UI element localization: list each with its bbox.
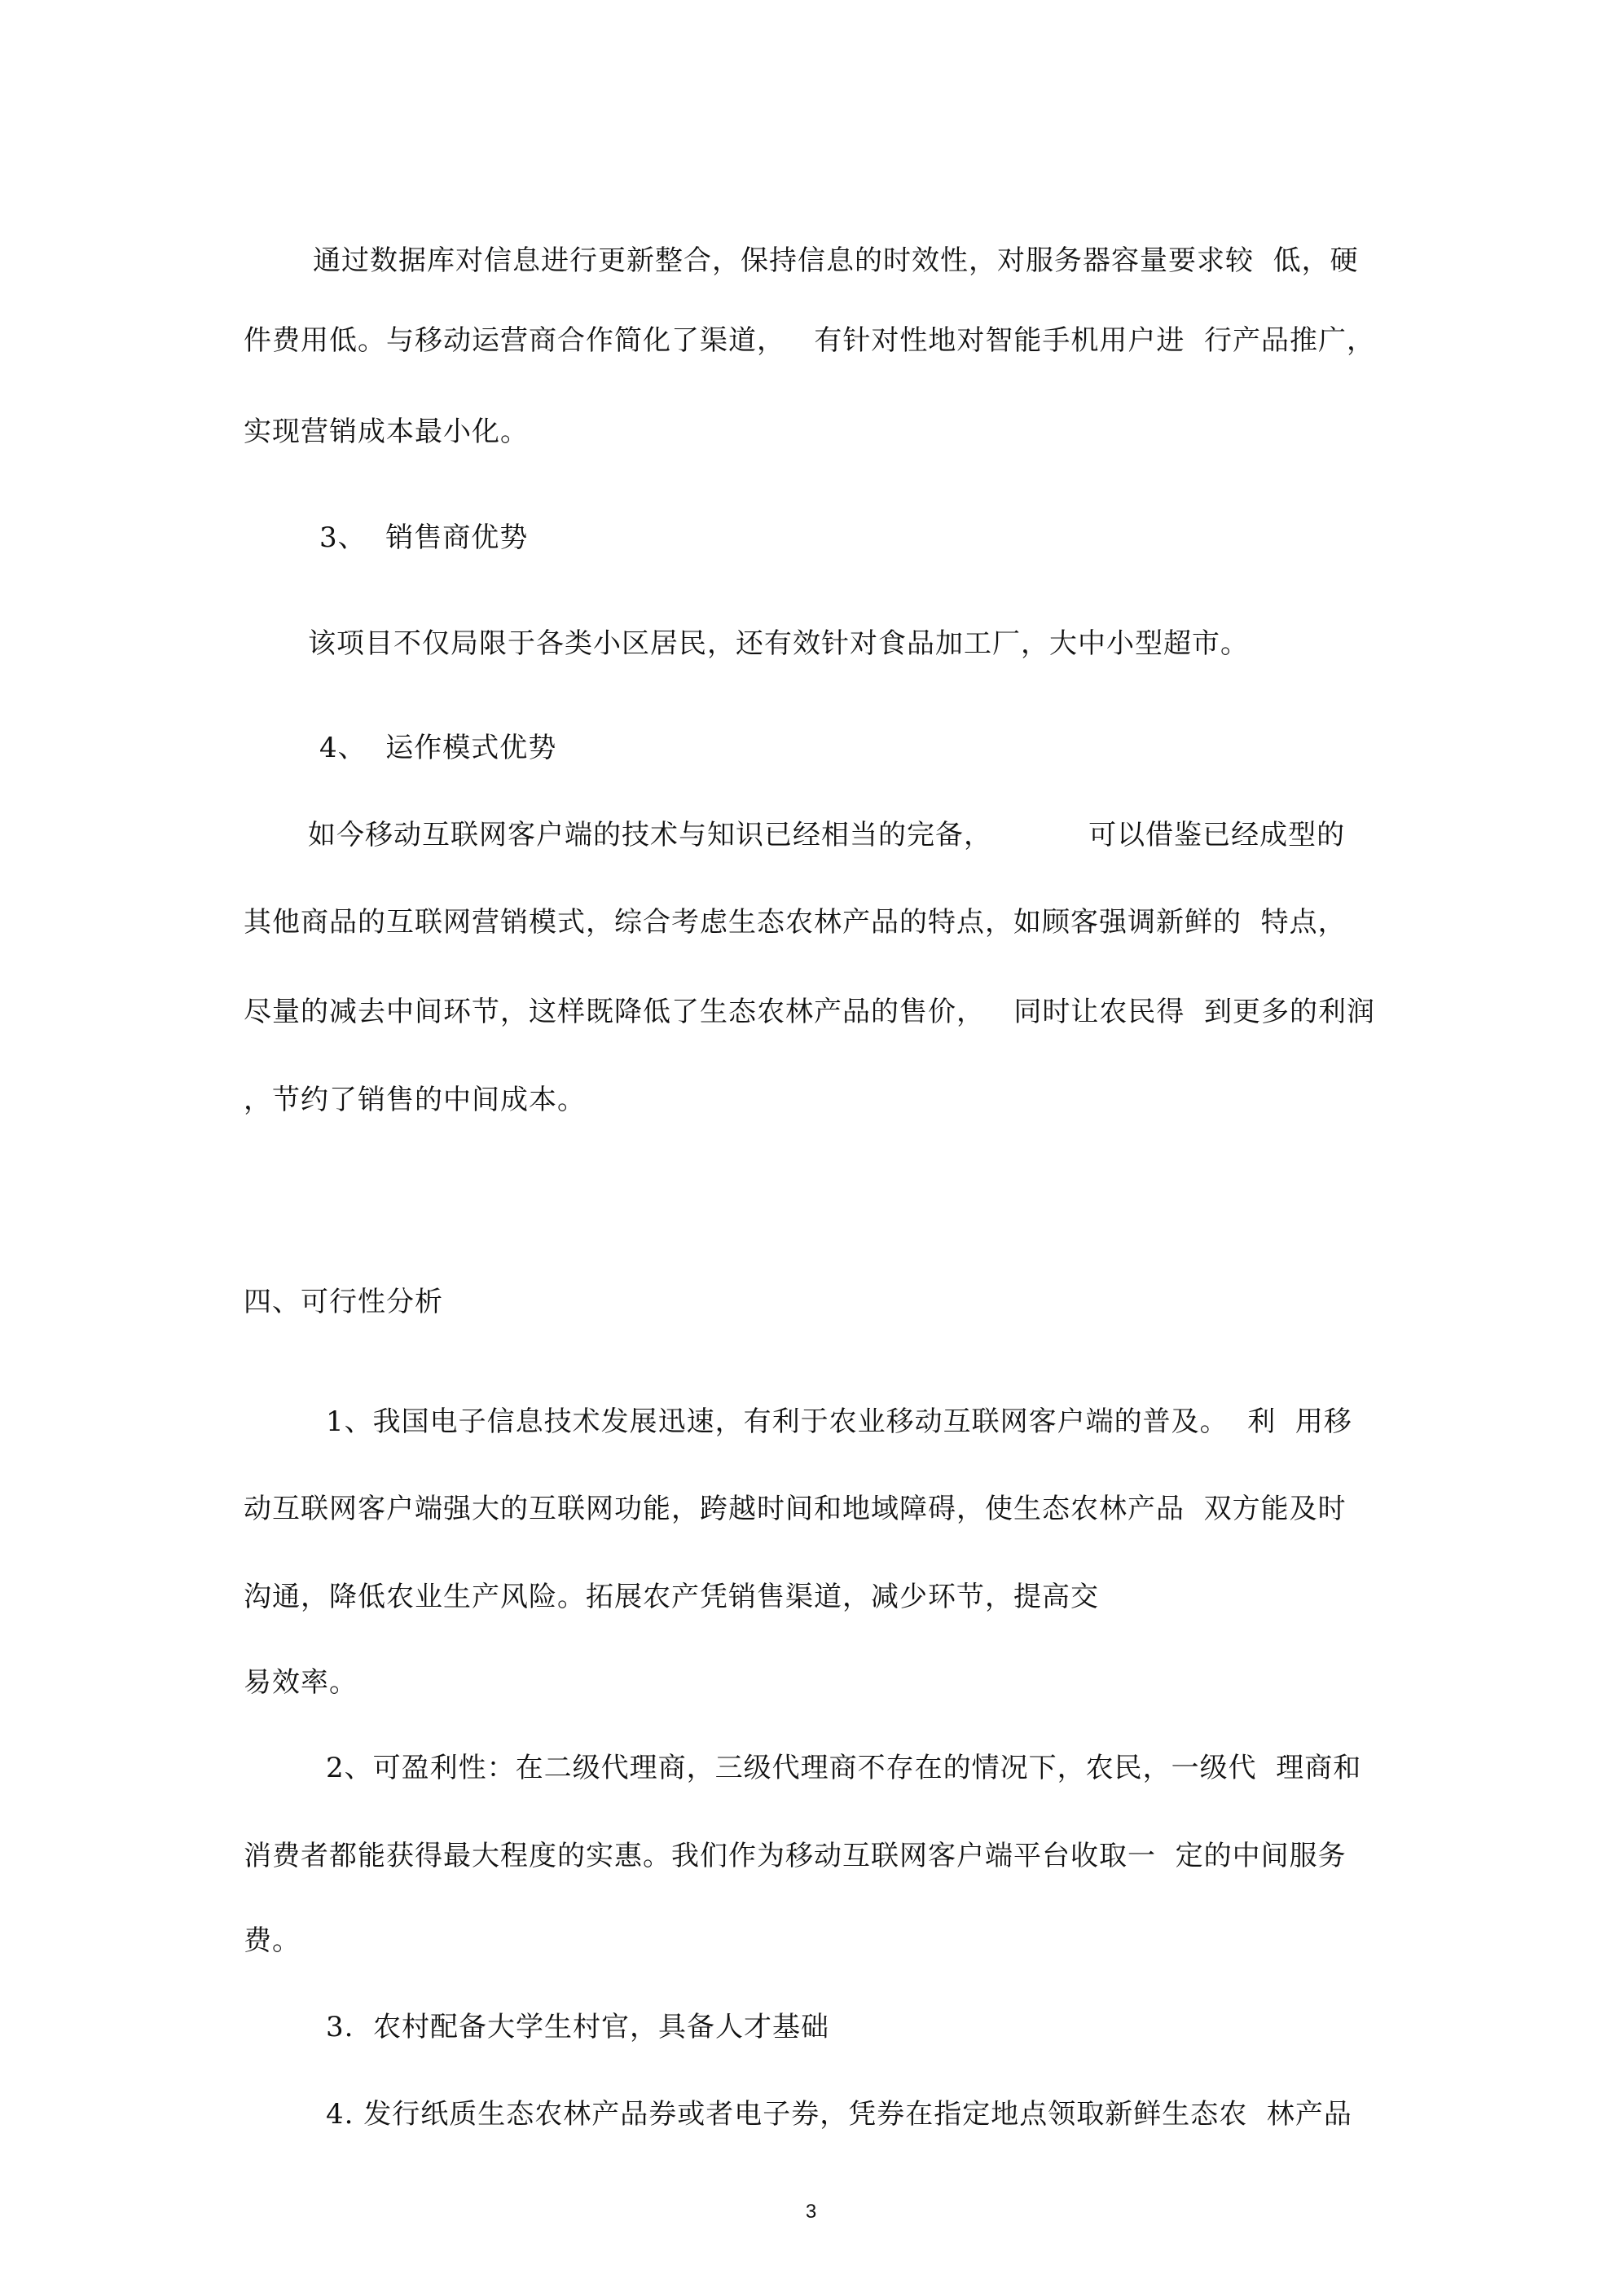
paragraph-line: 通过数据库对信息进行更新整合，保持信息的时效性，对服务器容量要求较 低，硬: [313, 244, 1359, 277]
paragraph-line: 沟通，降低农业生产风险。拓展农产凭销售渠道，减少环节，提高交: [244, 1581, 1099, 1613]
section-heading: 4、 运作模式优势: [319, 732, 557, 764]
section-heading: 3、 销售商优势: [319, 521, 529, 554]
paragraph-line: 费。: [244, 1924, 301, 1957]
paragraph-line: 消费者都能获得最大程度的实惠。我们作为移动互联网客户端平台收取一 定的中间服务: [244, 1840, 1347, 1872]
paragraph-line: 4. 发行纸质生态农林产品券或者电子券，凭券在指定地点领取新鲜生态农 林产品: [326, 2098, 1352, 2131]
paragraph-line: 尽量的减去中间环节，这样既降低了生态农林产品的售价， 同时让农民得 到更多的利润: [244, 996, 1376, 1028]
paragraph-line: 1、我国电子信息技术发展迅速，有利于农业移动互联网客户端的普及。 利 用移: [326, 1405, 1352, 1438]
paragraph-line: 实现营销成本最小化。: [244, 416, 529, 448]
paragraph-line: 件费用低。与移动运营商合作简化了渠道， 有针对性地对智能手机用户进 行产品推广，: [244, 324, 1376, 357]
paragraph-line: 3. 农村配备大学生村官，具备人才基础: [326, 2011, 830, 2043]
paragraph-line: 其他商品的互联网营销模式，综合考虑生态农林产品的特点，如顾客强调新鲜的 特点，: [244, 906, 1347, 939]
chapter-heading: 四、可行性分析: [244, 1286, 443, 1318]
paragraph-line: ，节约了销售的中间成本。: [244, 1084, 586, 1116]
paragraph-line: 易效率。: [244, 1666, 358, 1699]
paragraph-line: 该项目不仅局限于各类小区居民，还有效针对食品加工厂，大中小型超市。: [308, 627, 1249, 660]
page-number: 3: [805, 2201, 817, 2223]
paragraph-line: 动互联网客户端强大的互联网功能，跨越时间和地域障碍，使生态农林产品 双方能及时: [244, 1493, 1347, 1525]
paragraph-line: 2、可盈利性：在二级代理商，三级代理商不存在的情况下，农民，一级代 理商和: [326, 1752, 1362, 1784]
paragraph-line: 如今移动互联网客户端的技术与知识已经相当的完备， 可以借鉴已经成型的: [308, 819, 1346, 851]
